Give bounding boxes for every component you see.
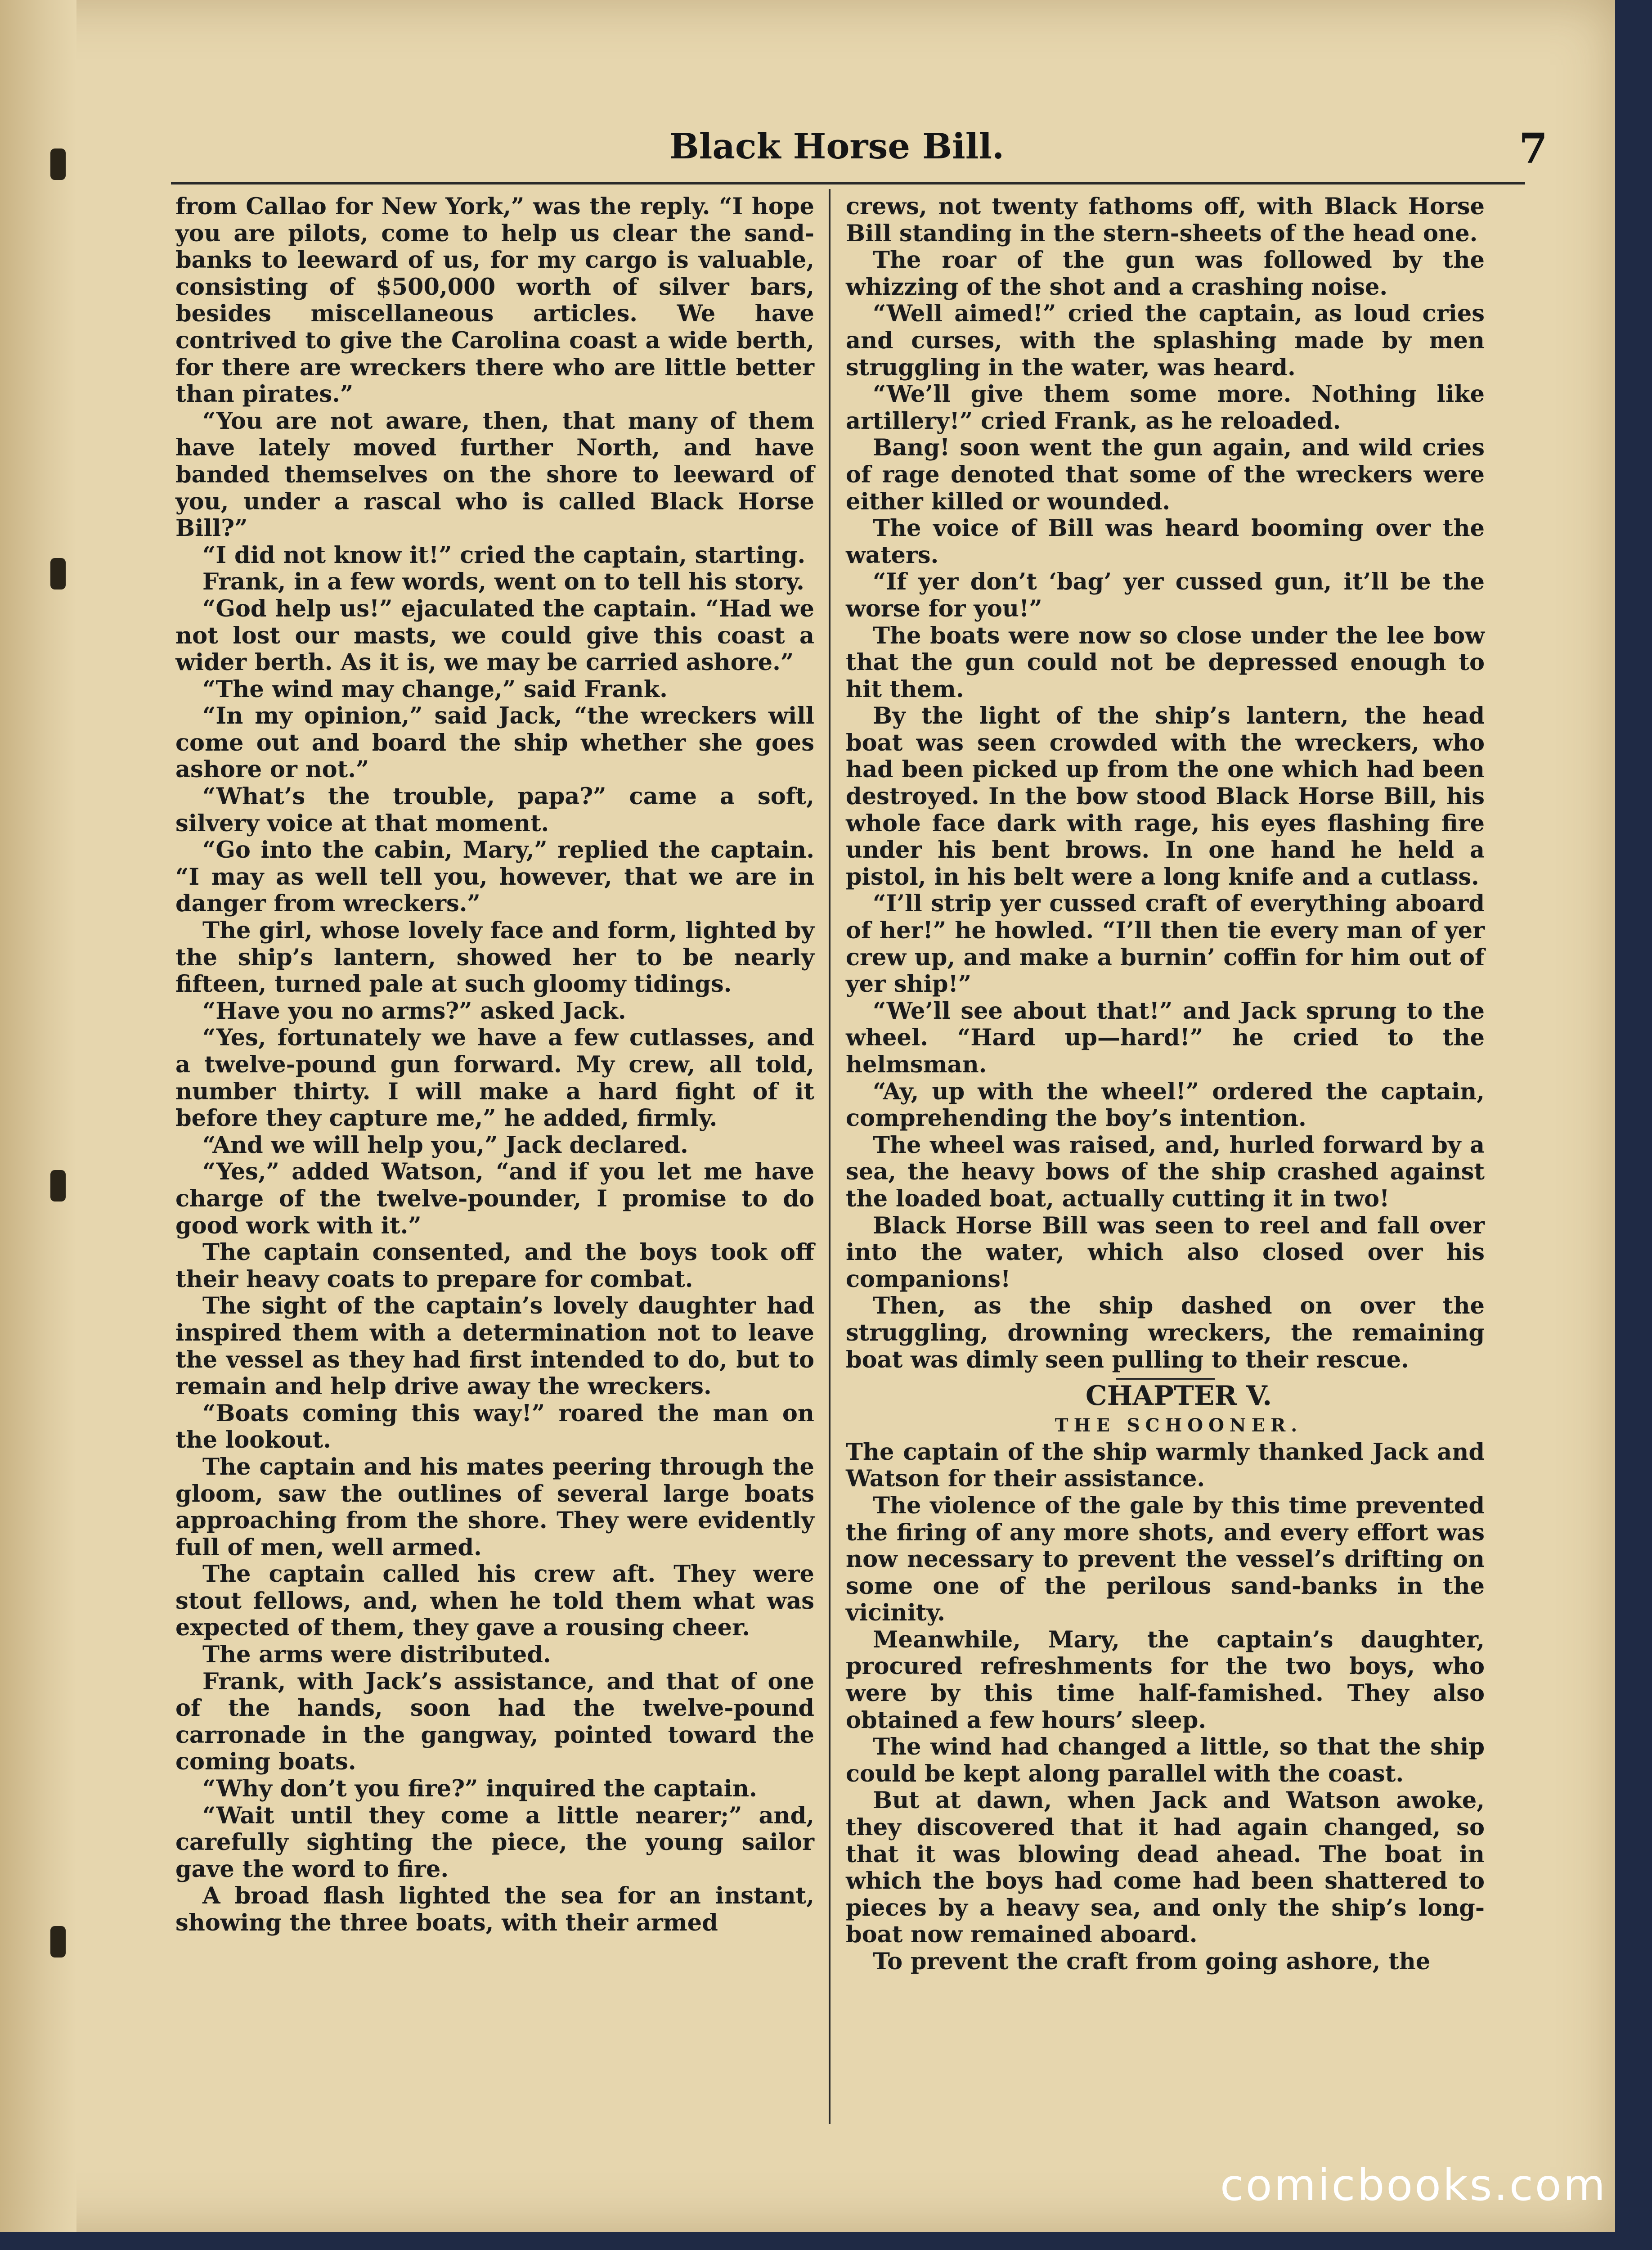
paragraph: “And we will help you,” Jack declared. — [202, 1131, 688, 1159]
paragraph: But at dawn, when Jack and Watson awoke, they discovered that it had again changed, so that it was blowing dead ahead. The boat in which the boys had come had been shattered to pieces by a heavy sea, and only the ship’s long-boat now remained aboard. — [846, 1787, 1485, 1948]
paragraph: Then, as the ship dashed on over the struggling, drowning wreckers, the remaining boat was dimly seen pulling to their rescue. — [846, 1292, 1485, 1373]
paragraph: The captain and his mates peering through the gloom, saw the outlines of several large boats approaching from the shore. They were evidently full of men, well armed. — [175, 1453, 814, 1561]
paragraph: Bang! soon went the gun again, and wild cries of rage denoted that some of the wreckers were either killed or wounded. — [846, 434, 1485, 515]
paragraph: The captain of the ship warmly thanked Jack and Watson for their assistance. — [846, 1438, 1485, 1493]
paragraph: “The wind may change,” said Frank. — [202, 675, 668, 703]
paragraph: Meanwhile, Mary, the captain’s daughter, procured refreshments for the two boys, who were by this time half-famished. They also obtained a few hours’ sleep. — [846, 1626, 1485, 1734]
paragraph: Frank, in a few words, went on to tell his story. — [202, 568, 804, 596]
paragraph: The sight of the captain’s lovely daughter had inspired them with a determination not to leave the vessel as they had first intended to do, but to remain and help drive away the wreckers. — [175, 1292, 814, 1400]
paragraph: “In my opinion,” said Jack, “the wreckers will come out and board the ship whether she goes ashore or not.” — [175, 702, 814, 783]
paragraph: The wind had changed a little, so that the ship could be kept along parallel with the coast. — [846, 1733, 1485, 1787]
paragraph: “Well aimed!” cried the captain, as loud cries and curses, with the splashing made by men struggling in the water, was heard. — [846, 300, 1485, 381]
paragraph: The girl, whose lovely face and form, lighted by the ship’s lantern, showed her to be nearly fifteen, turned pale at such gloomy tidings. — [175, 917, 814, 998]
paragraph: Frank, with Jack’s assistance, and that of one of the hands, soon had the twelve-pound carronade in the gangway, pointed toward the coming boats. — [175, 1668, 814, 1776]
header-rule — [171, 182, 1525, 184]
paragraph: To prevent the craft from going ashore, the — [873, 1948, 1431, 1975]
page-number: 7 — [1518, 124, 1548, 173]
paragraph: The boats were now so close under the lee bow that the gun could not be depressed enough to hit them. — [846, 622, 1485, 703]
paragraph: The violence of the gale by this time prevented the firing of any more shots, and every effort was now necessary to prevent the vessel’s drifting on some one of the perilous sand-banks in the vicinity. — [846, 1492, 1485, 1627]
paragraph: from Callao for New York,” was the reply. “I hope you are pilots, come to help us clear the sand-banks to leeward of us, for my cargo is valuable, consisting of $500,000 worth of silver bars, besides miscellaneous articles. We have contrived to give the Carolina coast a wide berth, for there are wreckers there who are little better than pirates.” — [175, 193, 814, 408]
chapter-heading: CHAPTER V. — [1085, 1380, 1272, 1412]
binding-hole — [50, 558, 66, 590]
binding-hole — [50, 148, 66, 180]
paragraph: “You are not aware, then, that many of them have lately moved further North, and have banded themselves on the shore to leeward of you, under a rascal who is called Black Horse Bill?” — [175, 407, 814, 542]
binding-hole — [50, 1170, 66, 1202]
paragraph: “We’ll give them some more. Nothing like artillery!” cried Frank, as he reloaded. — [846, 381, 1485, 435]
paragraph: “What’s the trouble, papa?” came a soft, silvery voice at that moment. — [175, 783, 814, 837]
paragraph: The wheel was raised, and, hurled forward by a sea, the heavy bows of the ship crashed against the loaded boat, actually cutting it in two! — [846, 1131, 1485, 1212]
paragraph: A broad flash lighted the sea for an instant, showing the three boats, with their armed — [175, 1882, 814, 1936]
paragraph: “Yes,” added Watson, “and if you let me have charge of the twelve-pounder, I promise to do good work with it.” — [175, 1158, 814, 1239]
left-column — [175, 194, 814, 1937]
paragraph: “Yes, fortunately we have a few cutlasses, and a twelve-pound gun forward. My crew, all told, number thirty. I will make a hard fight of it before they capture me,” he added, firmly. — [175, 1024, 814, 1132]
paragraph: “Go into the cabin, Mary,” replied the captain. “I may as well tell you, however, that we are in danger from wreckers.” — [175, 837, 814, 918]
paragraph: The roar of the gun was followed by the whizzing of the shot and a crashing noise. — [846, 247, 1485, 301]
paragraph: “Have you no arms?” asked Jack. — [202, 997, 626, 1025]
paragraph: The captain consented, and the boys took off their heavy coats to prepare for combat. — [175, 1239, 814, 1293]
watermark-text: comicbooks.com — [1220, 2160, 1607, 2210]
binding-hole — [50, 1926, 66, 1958]
paragraph: crews, not twenty fathoms off, with Black Horse Bill standing in the stern-sheets of the head one. — [846, 193, 1485, 247]
paragraph: By the light of the ship’s lantern, the head boat was seen crowded with the wreckers, who had been picked up from the one which had been destroyed. In the bow stood Black Horse Bill, his whole face dark with rage, his eyes flashing fire under his bent brows. In one hand he held a pistol, in his belt were a long knife and a cutlass. — [846, 702, 1485, 891]
paragraph: “I’ll strip yer cussed craft of everything aboard of her!” he howled. “I’ll then tie every man of yer crew up, and make a burnin’ coffin for him out of yer ship!” — [846, 890, 1485, 998]
paragraph: “Ay, up with the wheel!” ordered the captain, comprehending the boy’s intention. — [846, 1078, 1485, 1132]
paragraph: The captain called his crew aft. They were stout fellows, and, when he told them what was expected of them, they gave a rousing cheer. — [175, 1561, 814, 1642]
binding-spine — [0, 0, 76, 2232]
running-title: Black Horse Bill. — [669, 126, 1005, 167]
paragraph: Black Horse Bill was seen to reel and fall over into the water, which also closed over his companions! — [846, 1212, 1485, 1293]
chapter-subtitle: THE SCHOONER. — [1055, 1415, 1303, 1436]
paragraph: “God help us!” ejaculated the captain. “Had we not lost our masts, we could give this coast a wider berth. As it is, we may be carried ashore.” — [175, 595, 814, 676]
paragraph: “Why don’t you fire?” inquired the captain. — [202, 1775, 757, 1803]
paragraph: “We’ll see about that!” and Jack sprung to the wheel. “Hard up—hard!” he cried to the helmsman. — [846, 997, 1485, 1078]
paragraph: “If yer don’t ‘bag’ yer cussed gun, it’ll be the worse for you!” — [846, 568, 1485, 622]
column-divider — [829, 189, 830, 2124]
right-column — [846, 194, 1485, 1976]
paragraph: The arms were distributed. — [202, 1641, 551, 1669]
running-header — [117, 112, 1557, 184]
paragraph: “I did not know it!” cried the captain, starting. — [202, 541, 806, 569]
paragraph: The voice of Bill was heard booming over the waters. — [846, 515, 1485, 569]
paragraph: “Wait until they come a little nearer;” and, carefully sighting the piece, the young sailor gave the word to fire. — [175, 1802, 814, 1883]
paragraph: “Boats coming this way!” roared the man on the lookout. — [175, 1400, 814, 1454]
